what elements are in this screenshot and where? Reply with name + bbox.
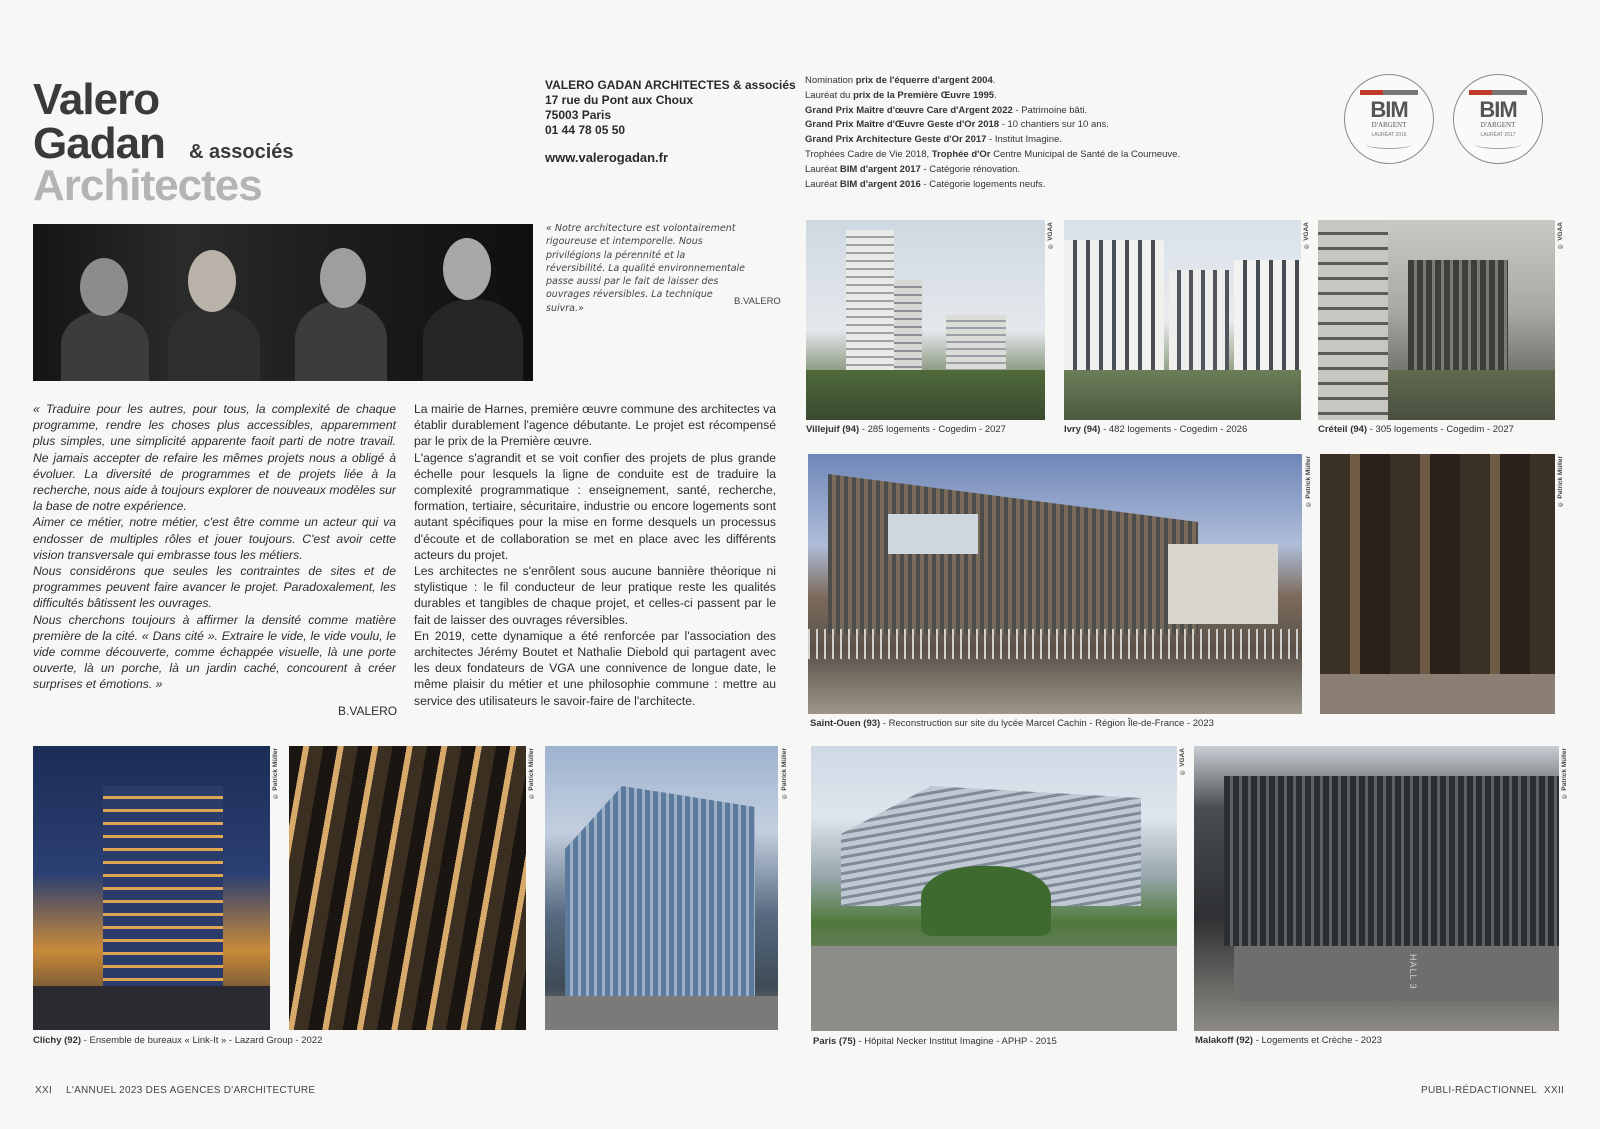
laurel-icon: [1366, 140, 1412, 149]
badge-strip: [1469, 90, 1527, 95]
photo-saint-ouen-interior: [1320, 454, 1555, 714]
laurel-icon: [1475, 140, 1521, 149]
footer-left-page-number: XXI: [35, 1085, 53, 1096]
award-item: Lauréat BIM d'argent 2017 - Catégorie rénovation.: [805, 163, 1021, 175]
address-city: 75003 Paris: [545, 108, 612, 122]
badge-year: LAURÉAT 2016: [1371, 131, 1407, 138]
logo-architectes: Architectes: [33, 161, 262, 210]
photo-creteil: [1318, 220, 1555, 420]
logo-associes: & associés: [189, 141, 294, 163]
badge-logo: BIM: [1370, 96, 1408, 122]
quote-top-signature: B.VALERO: [734, 296, 781, 307]
photo-credit: © VGAA: [1047, 222, 1054, 250]
body-right-paragraph: Les architectes ne s'enrôlent sous aucune bannière théorique ni stylistique : le fil conducteur de leur pratique reste les qualités durables et tangibles de chaque projet, et celles-ci passent par le fait de laisser des ouvrages réversibles.: [414, 564, 776, 627]
photo-ivry: [1064, 220, 1301, 420]
body-left-column: [33, 401, 396, 693]
photo-credit: © Patrick Müller: [1305, 456, 1312, 508]
body-left-paragraph: Nous considérons que seules les contraintes de sites et de programmes peuvent faire avancer le projet. Paradoxalement, les difficultés bâtissent les ouvrages.: [33, 564, 396, 611]
badge-subtitle: D'ARGENT: [1480, 120, 1516, 129]
award-item: Grand Prix Maître d'œuvre Care d'Argent 2022 - Patrimoine bâti.: [805, 104, 1088, 116]
photo-credit: © Patrick Müller: [1557, 456, 1564, 508]
address-street: 17 rue du Pont aux Choux: [545, 93, 694, 107]
photo-credit: © Patrick Müller: [1561, 748, 1568, 800]
body-right-paragraph: L'agence s'agrandit et se voit confier des projets de plus grande échelle pour lesquels la ligne de conduite est de traduire la complexité programmatique : enseignement, santé, recherche, formation, tertiaire, sécuritaire, industrie ou encore logements sont autant spécifiques pour la mise en forme desquels un processus d'écoute et de collaboration se met en place avec les différents acteurs du projet.: [414, 450, 776, 562]
photo-saint-ouen: [808, 454, 1302, 714]
photo-credit: © Patrick Müller: [781, 748, 788, 800]
photo-credit: © VGAA: [1179, 748, 1186, 776]
caption-creteil: Créteil (94) - 305 logements - Cogedim - 2027: [1318, 424, 1514, 435]
photo-malakoff: [1194, 746, 1559, 1031]
photo-credit: © VGAA: [1557, 222, 1564, 250]
caption-clichy: Clichy (92) - Ensemble de bureaux « Link-It » - Lazard Group - 2022: [33, 1035, 323, 1046]
body-left-signature: B.VALERO: [338, 704, 398, 718]
badge-logo: BIM: [1479, 96, 1517, 122]
caption-saint-ouen: Saint-Ouen (93) - Reconstruction sur site du lycée Marcel Cachin - Région Île-de-France - 2023: [810, 718, 1214, 729]
award-item: Trophées Cadre de Vie 2018, Trophée d'Or Centre Municipal de Santé de la Courneuve.: [805, 148, 1181, 160]
photo-clichy-building: [545, 746, 778, 1030]
footer-right-page-number: XXII: [1544, 1085, 1565, 1096]
award-item: Grand Prix Architecture Geste d'Or 2017 - Institut Imagine.: [805, 134, 1062, 146]
footer-left-title: L'ANNUEL 2023 DES AGENCES D'ARCHITECTURE: [66, 1085, 316, 1096]
hall-sign: HALL 3: [1408, 954, 1418, 990]
quote-top: « Notre architecture est volontairement rigoureuse et intemporelle. Nous privilégions la pérennité et la réversibilité. La qualité environnementale passe aussi par le fait de laisser des ouvrages réversibles. La technique suivra.»: [546, 223, 746, 314]
badge-year: LAURÉAT 2017: [1480, 131, 1516, 138]
contact-block: [545, 78, 796, 138]
award-item: Lauréat BIM d'argent 2016 - Catégorie logements neufs.: [805, 178, 1046, 190]
photo-paris: [811, 746, 1177, 1031]
photo-credit: © VGAA: [1303, 222, 1310, 250]
body-left-paragraph: « Traduire pour les autres, pour tous, la complexité de chaque programme, rendre les choses plus accessibles, apparemment plus simples, une simplicité apparente faoit parti de notre travail. Ne jamais accepter de refaire les mêmes projets nous a obligé à évoluer. La diversité de programmes et de projets liée à la recherche, nous aide à toujours explorer de nouveaux modèles sur la base de notre expérience.: [33, 402, 396, 514]
caption-malakoff: Malakoff (92) - Logements et Crèche - 2023: [1195, 1035, 1382, 1046]
body-left-paragraph: Aimer ce métier, notre métier, c'est être comme un acteur qui va endosser de multiples rôles et jouer toujours. C'est avoir cette vision transversale qui embrasse tous les métiers.: [33, 515, 396, 562]
body-left-paragraph: Nous cherchons toujours à affirmer la densité comme matière première de la cité. « Dans cité ». Extraire le vide, le vide voulu, le vide comme découverte, comme échappée visuelle, là une porte ouverte, là un porche, là un jardin caché, concourent à créer surprises et émotions. »: [33, 612, 396, 692]
body-right-column: [414, 401, 776, 709]
photo-clichy: [33, 746, 270, 1030]
badge-strip: [1360, 90, 1418, 95]
caption-paris: Paris (75) - Hôpital Necker Institut Imagine - APHP - 2015: [813, 1036, 1057, 1047]
photo-credit: © Patrick Müller: [528, 748, 535, 800]
photo-credit: © Patrick Müller: [272, 748, 279, 800]
caption-ivry: Ivry (94) - 482 logements - Cogedim - 2026: [1064, 424, 1248, 435]
award-item: Lauréat du prix de la Première Œuvre 1995.: [805, 89, 997, 101]
bim-badge-2017: [1453, 74, 1543, 164]
agency-name: VALERO GADAN ARCHITECTES & associés: [545, 78, 796, 92]
award-item: Grand Prix Maître d'Œuvre Geste d'Or 2018 - 10 chantiers sur 10 ans.: [805, 119, 1109, 131]
body-right-paragraph: En 2019, cette dynamique a été renforcée par l'association des architectes Jérémy Boutet et Nathalie Diebold qui partagent avec les deux fondateurs de VGA une connivence de longue date, le même plaisir du métier et une philosophie commune : mettre au service des utilisateurs le savoir-faire de l'architecte.: [414, 628, 776, 708]
footer-right-title: PUBLI-RÉDACTIONNEL: [1421, 1085, 1537, 1096]
body-right-paragraph: La mairie de Harnes, première œuvre commune des architectes va établir durablement l'agence débutante. Le projet est récompensé par le prix de la Première œuvre.: [414, 402, 776, 449]
award-item: Nomination prix de l'équerre d'argent 2004.: [805, 75, 996, 86]
badge-subtitle: D'ARGENT: [1371, 120, 1407, 129]
team-photo: [33, 224, 533, 381]
photo-clichy-facade: [289, 746, 526, 1030]
awards-list: [805, 74, 1180, 192]
caption-villejuif: Villejuif (94) - 285 logements - Cogedim - 2027: [806, 424, 1006, 435]
logo-valero: Valero: [33, 75, 160, 124]
photo-villejuif: [806, 220, 1045, 420]
phone-number: 01 44 78 05 50: [545, 123, 626, 137]
bim-badge-2016: [1344, 74, 1434, 164]
logo-gadan: Gadan: [33, 119, 165, 168]
website-link[interactable]: www.valerogadan.fr: [545, 150, 669, 165]
